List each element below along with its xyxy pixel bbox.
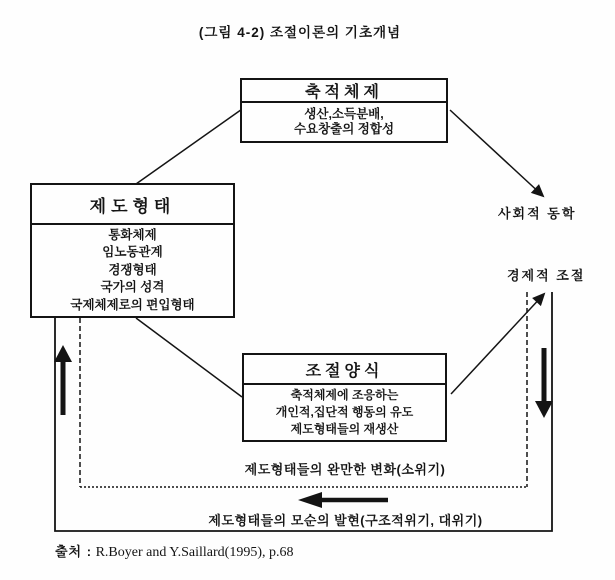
arrow-to-economic-regulation xyxy=(451,294,544,394)
box-body-line: 경쟁형태 xyxy=(108,262,157,277)
source-prefix: 출처 : xyxy=(55,544,93,559)
source-note xyxy=(55,541,293,561)
institutional-forms-box xyxy=(30,183,235,318)
figure-caption: (그림 4-2) 조절이론의 기초개념 xyxy=(198,25,402,40)
box-body-line: 생산,소득분배, xyxy=(304,107,384,121)
box-body-line: 수요창출의 정합성 xyxy=(293,122,395,136)
label-gradual-change-minor-crisis: 제도형태들의 완만한 변화(소위기) xyxy=(244,462,446,477)
box-body-line: 축적체제에 조응하는 xyxy=(290,388,399,402)
box-body-line: 임노동관계 xyxy=(102,245,163,260)
thick-down-arrow xyxy=(535,348,553,418)
source-citation: R.Boyer and Y.Saillard(1995), p.68 xyxy=(92,545,294,560)
box-body-line: 통화체제 xyxy=(108,227,157,242)
label-economic-regulation: 경제적 조절 xyxy=(507,268,586,283)
box-body-line: 개인적,집단적 행동의 유도 xyxy=(275,405,414,419)
label-contradiction-structural-crisis: 제도형태들의 모순의 발현(구조적위기, 대위기) xyxy=(208,513,483,528)
institutional-forms-body xyxy=(32,225,233,316)
thick-up-arrow xyxy=(54,345,72,415)
regulation-mode-title: 조절양식 xyxy=(244,355,445,385)
arrow-to-social-dynamics xyxy=(450,110,543,196)
box-body-line: 국가의 성격 xyxy=(100,280,165,295)
regulation-mode-box xyxy=(242,353,447,442)
accumulation-regime-body xyxy=(242,103,446,141)
line-accumulation-to-institutional xyxy=(136,107,245,184)
regulation-mode-body xyxy=(244,385,445,440)
thick-left-arrow xyxy=(298,492,388,508)
accumulation-regime-box xyxy=(240,78,448,143)
box-body-line: 제도형태들의 재생산 xyxy=(290,422,399,436)
label-social-dynamics: 사회적 동학 xyxy=(498,206,577,221)
accumulation-regime-title: 축적체제 xyxy=(242,80,446,103)
line-institutional-to-regulation xyxy=(136,318,242,397)
box-body-line: 국제체제로의 편입형태 xyxy=(70,297,195,312)
institutional-forms-title: 제도형태 xyxy=(32,185,233,225)
